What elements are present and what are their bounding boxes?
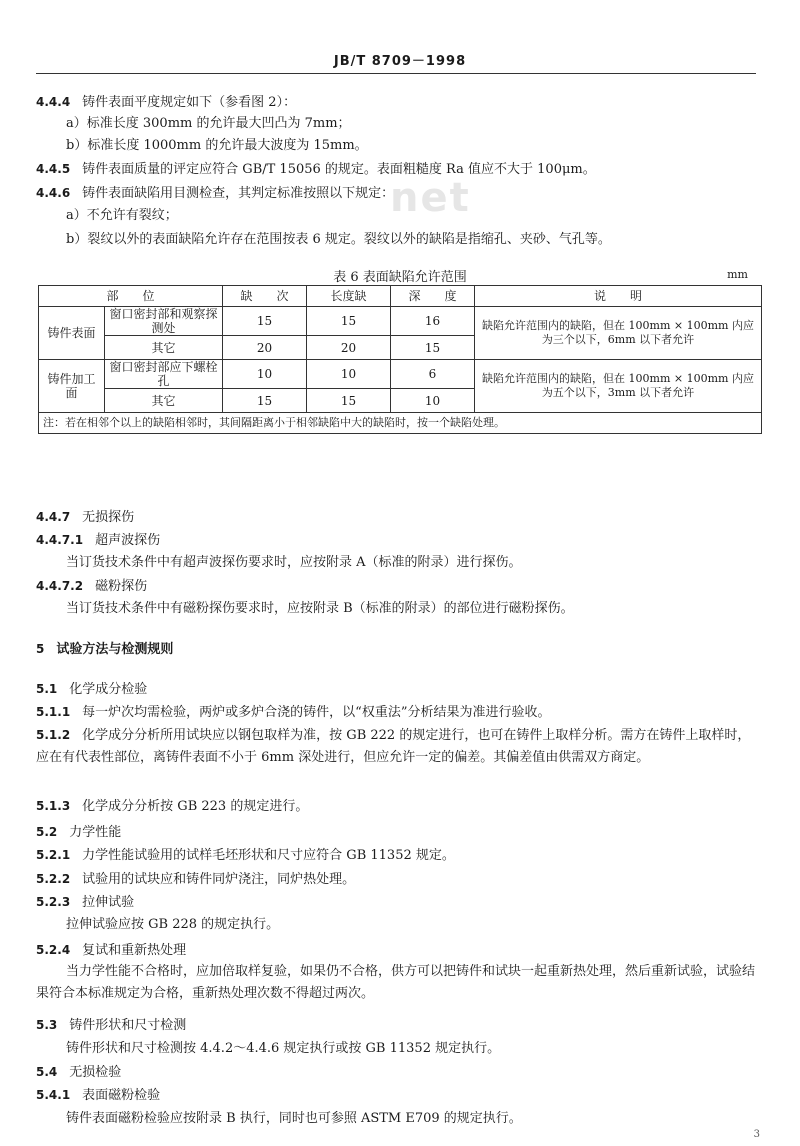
clause-4-4-7-2 [36,577,760,596]
clause-number: 5.4 [36,1065,58,1079]
clause-5-1-1 [36,703,760,722]
row-depth: 15 [391,336,475,360]
row-description: 缺陷允许范围内的缺陷，但在 100mm × 100mm 内应为五个以下，3mm 以下者允许 [475,360,762,413]
row-description: 缺陷允许范围内的缺陷，但在 100mm × 100mm 内应为三个以下，6mm 以下者允许 [475,307,762,360]
defect-table [38,285,762,434]
clause-number: 5.3 [36,1018,58,1032]
row-count: 15 [223,307,307,336]
row-count: 15 [223,389,307,413]
watermark: net [390,175,471,221]
clause-title: 超声波探伤 [95,533,161,548]
row-count: 20 [223,336,307,360]
row-group: 铸件加工面 [39,360,105,413]
row-length: 15 [307,389,391,413]
clause-text: 铸件表面缺陷用目测检查，其判定标准按照以下规定： [82,186,395,201]
clause-5-2-3 [36,893,760,912]
clause-title: 铸件形状和尺寸检测 [69,1018,187,1033]
clause-5-2-3-text: 拉伸试验应按 GB 228 的规定执行。 [66,917,280,932]
clause-number: 4.4.4 [36,95,71,109]
header-part: 部 位 [39,286,223,307]
clause-5-2-1 [36,846,760,865]
clause-title: 拉伸试验 [82,895,135,910]
header-depth: 深 度 [391,286,475,307]
clause-text: 铸件表面质量的评定应符合 GB/T 15056 的规定。表面粗糙度 Ra 值应不大于 100μm。 [82,162,596,177]
header-rule [36,73,756,74]
table-row [39,307,762,336]
clause-title: 表面磁粉检验 [82,1088,161,1103]
clause-number: 4.4.6 [36,186,71,200]
clause-number: 5.2.4 [36,943,71,957]
clause-4-4-4-a: a）标准长度 300mm 的允许最大凹凸为 7mm； [66,116,351,131]
clause-text: 试验用的试块应和铸件同炉浇注，同炉热处理。 [82,872,356,887]
clause-title: 磁粉探伤 [95,579,148,594]
row-depth: 10 [391,389,475,413]
clause-5-4 [36,1063,760,1082]
clause-5-1-2 [36,724,760,769]
row-length: 15 [307,307,391,336]
clause-5-2-2 [36,870,760,889]
table-row [39,360,762,389]
clause-title: 力学性能 [69,825,122,840]
row-length: 10 [307,360,391,389]
section-5-heading [36,640,760,659]
row-part: 窗口密封部应下螺栓孔 [105,360,223,389]
clause-4-4-6 [36,184,760,203]
clause-text: 铸件表面平度规定如下（参看图 2）： [82,95,297,110]
clause-number: 5.1 [36,682,58,696]
clause-5-2 [36,823,760,842]
clause-text: 无损探伤 [82,510,135,525]
clause-text: 每一炉次均需检验，两炉或多炉合浇的铸件，以“权重法”分析结果为准进行验收。 [82,705,551,720]
row-part: 其它 [105,336,223,360]
clause-number: 5.4.1 [36,1088,71,1102]
section-number: 5 [36,642,45,656]
clause-number: 5.1.1 [36,705,71,719]
clause-number: 5.2 [36,825,58,839]
clause-5-3 [36,1016,760,1035]
clause-5-2-4-text: 当力学性能不合格时，应加倍取样复验，如果仍不合格，供方可以把铸件和试块一起重新热处理，然后重新试验，试验结果符合本标准规定为合格，重新热处理次数不得超过两次。 [36,964,756,1001]
clause-number: 4.4.7.2 [36,579,84,593]
clause-4-4-6-a: a）不允许有裂纹； [66,208,178,223]
row-length: 20 [307,336,391,360]
clause-4-4-6-b: b）裂纹以外的表面缺陷允许存在范围按表 6 规定。裂纹以外的缺陷是指缩孔、夹砂、气孔等。 [66,232,611,247]
standard-code-header: JB/T 8709－1998 [333,54,467,69]
row-depth: 16 [391,307,475,336]
clause-4-4-4 [36,93,760,112]
clause-5-4-1-text: 铸件表面磁粉检验应按附录 B 执行，同时也可参照 ASTM E709 的规定执行。 [66,1111,522,1126]
clause-4-4-7 [36,508,760,527]
clause-number: 4.4.5 [36,162,71,176]
clause-number: 5.2.1 [36,848,71,862]
table-header-row [39,286,762,307]
table-title: 表 6 表面缺陷允许范围 [333,270,467,285]
clause-5-1-3 [36,797,760,816]
clause-title: 无损检验 [69,1065,122,1080]
clause-number: 5.2.3 [36,895,71,909]
clause-5-3-text: 铸件形状和尺寸检测按 4.4.2～4.4.6 规定执行或按 GB 11352 规定执行。 [66,1041,501,1056]
clause-title: 复试和重新热处理 [82,943,187,958]
row-part: 其它 [105,389,223,413]
clause-4-4-5 [36,160,760,179]
header-length: 长度缺 [307,286,391,307]
clause-4-4-4-b: b）标准长度 1000mm 的允许最大波度为 15mm。 [66,138,368,153]
clause-text: 力学性能试验用的试样毛坯形状和尺寸应符合 GB 11352 规定。 [82,848,455,863]
table-note: 注：若在相邻个以上的缺陷相邻时，其间隔距离小于相邻缺陷中大的缺陷时，按一个缺陷处理。 [39,413,762,434]
clause-number: 5.1.3 [36,799,71,813]
clause-number: 4.4.7 [36,510,71,524]
clause-number: 5.2.2 [36,872,71,886]
clause-title: 化学成分检验 [69,682,148,697]
clause-number: 4.4.7.1 [36,533,84,547]
section-title: 试验方法与检测规则 [56,642,174,657]
clause-text: 化学成分分析按 GB 223 的规定进行。 [82,799,309,814]
table-note-row [39,413,762,434]
clause-5-1 [36,680,760,699]
clause-4-4-7-1-text: 当订货技术条件中有超声波探伤要求时，应按附录 A（标准的附录）进行探伤。 [66,555,522,570]
clause-number: 5.1.2 [36,728,71,742]
header-count: 缺 次 [223,286,307,307]
row-group: 铸件表面 [39,307,105,360]
clause-text: 化学成分分析所用试块应以钢包取样为准，按 GB 222 的规定进行，也可在铸件上取样分析。需方在铸件上取样时，应在有代表性部位，离铸件表面不小于 6mm 深处进行，但应允许一定的偏差。其偏差值由供需双方商定。 [36,728,751,765]
header-description: 说 明 [475,286,762,307]
clause-4-4-7-1 [36,531,760,550]
table-unit: mm [727,268,748,281]
row-depth: 6 [391,360,475,389]
row-part: 窗口密封部和观察探测处 [105,307,223,336]
clause-4-4-7-2-text: 当订货技术条件中有磁粉探伤要求时，应按附录 B（标准的附录）的部位进行磁粉探伤。 [66,601,574,616]
row-count: 10 [223,360,307,389]
clause-5-4-1 [36,1086,760,1105]
clause-5-2-4 [36,941,760,960]
page-number: 3 [753,1129,760,1140]
